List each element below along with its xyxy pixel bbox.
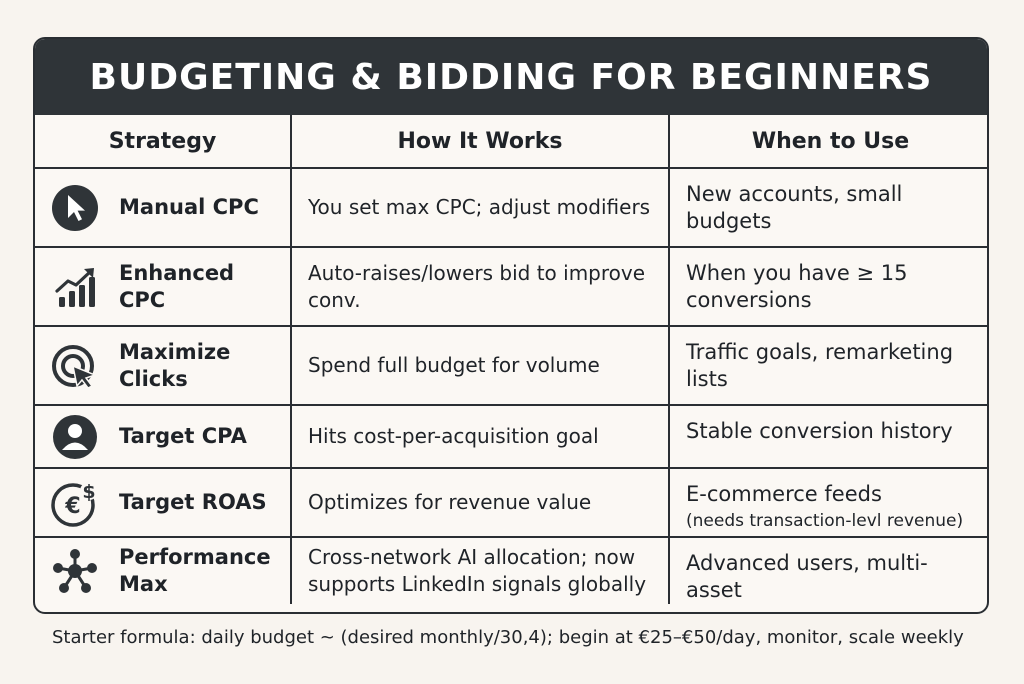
cursor-icon	[51, 184, 99, 232]
when-to-use-cell	[669, 468, 989, 537]
how-it-works-cell: Optimizes for revenue value	[291, 468, 669, 537]
strategy-name: Target ROAS	[119, 490, 267, 514]
when-to-use-text: E-commerce feeds	[686, 482, 882, 506]
target-click-icon	[51, 342, 99, 390]
strategy-cell	[35, 537, 291, 604]
starter-formula-note: Starter formula: daily budget ~ (desired monthly/30,4); begin at €25–€50/day, monitor, scale weekly	[52, 627, 964, 648]
table-row	[35, 537, 989, 604]
strategy-cell	[35, 405, 291, 468]
strategy-cell	[35, 168, 291, 247]
strategy-name: Target CPA	[119, 424, 247, 448]
strategy-name: Performance Max	[119, 545, 271, 596]
how-it-works-cell: Auto-raises/lowers bid to improve conv.	[291, 247, 669, 326]
strategy-name: Enhanced CPC	[119, 260, 235, 312]
strategy-name: Maximize Clicks	[119, 339, 231, 391]
when-to-use-cell	[669, 247, 989, 326]
user-profile-icon	[51, 413, 99, 461]
strategy-card	[33, 37, 989, 614]
column-header-strategy: Strategy	[35, 115, 291, 168]
how-it-works-cell: You set max CPC; adjust modifiers	[291, 168, 669, 247]
when-to-use-cell	[669, 537, 989, 604]
column-header-how-it-works: How It Works	[291, 115, 669, 168]
how-it-works-cell: Cross-network AI allocation; now supports LinkedIn signals globally	[291, 537, 669, 604]
page-title: BUDGETING & BIDDING FOR BEGINNERS	[35, 39, 987, 115]
table-row	[35, 326, 989, 405]
when-to-use-cell	[669, 326, 989, 405]
when-to-use-note: (needs transaction-levl revenue)	[686, 511, 964, 531]
table-row	[35, 405, 989, 468]
table-row	[35, 168, 989, 247]
trend-up-chart-icon	[51, 263, 99, 311]
how-it-works-cell: Hits cost-per-acquisition goal	[291, 405, 669, 468]
network-nodes-icon	[51, 547, 99, 595]
strategy-cell	[35, 247, 291, 326]
table-row	[35, 468, 989, 537]
strategy-name: Manual CPC	[119, 195, 259, 219]
strategy-cell	[35, 468, 291, 537]
when-to-use-text: Traffic goals, remarketing lists	[686, 340, 954, 391]
when-to-use-text: Advanced users, multi-asset	[686, 551, 928, 602]
strategy-table	[35, 115, 989, 604]
svg-text:$: $	[82, 480, 96, 503]
table-header-row	[35, 115, 989, 168]
when-to-use-cell	[669, 405, 989, 468]
when-to-use-text: New accounts, small budgets	[686, 182, 903, 233]
svg-text:€: €	[65, 493, 81, 519]
table-row	[35, 247, 989, 326]
when-to-use-cell	[669, 168, 989, 247]
when-to-use-text: Stable conversion history	[686, 419, 953, 443]
when-to-use-text: When you have ≥ 15 conversions	[686, 261, 908, 312]
how-it-works-cell: Spend full budget for volume	[291, 326, 669, 405]
currency-euro-dollar-icon	[51, 479, 99, 527]
column-header-when-to-use: When to Use	[669, 115, 989, 168]
strategy-cell	[35, 326, 291, 405]
